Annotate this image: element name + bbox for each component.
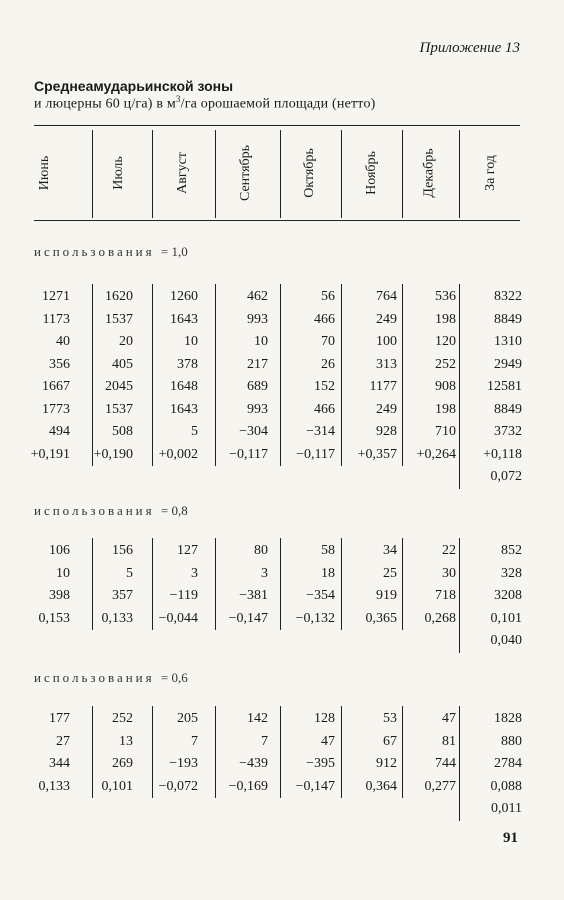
table-cell: 1620 <box>105 289 133 304</box>
table-cell: 494 <box>49 424 70 439</box>
table-cell: 10 <box>254 334 268 349</box>
table-cell: 1667 <box>42 379 70 394</box>
table-cell: 536 <box>435 289 456 304</box>
column-separator <box>459 706 460 821</box>
table-cell: 0,133 <box>38 778 70 794</box>
table-cell: −0,117 <box>296 446 335 462</box>
table-cell: −193 <box>169 756 198 771</box>
column-header <box>33 130 57 216</box>
table-cell: 269 <box>112 756 133 771</box>
table-cell: 993 <box>247 401 268 417</box>
table-cell: 993 <box>247 311 268 327</box>
table-cell: 27 <box>56 733 70 749</box>
table-cell: 3 <box>261 565 268 581</box>
table-cell: +0,118 <box>483 446 522 462</box>
table-cell: 1648 <box>170 379 198 394</box>
table-cell: 1177 <box>369 379 397 394</box>
column-header <box>418 130 442 216</box>
section-coefficient: = 0,6 <box>160 670 188 685</box>
table-cell: 3732 <box>494 424 522 439</box>
subheading-superscript: 3 <box>175 94 181 104</box>
table-cell: 0,088 <box>490 778 522 794</box>
table-cell: 40 <box>56 334 70 349</box>
column-header <box>171 130 195 216</box>
column-separator <box>280 130 281 218</box>
table-cell: 12581 <box>487 379 522 394</box>
table-cell: −354 <box>306 588 335 603</box>
table-cell: 462 <box>247 289 268 304</box>
table-cell: 7 <box>191 733 198 749</box>
column-header <box>360 130 384 216</box>
table-cell: 356 <box>49 356 70 372</box>
table-cell: 1773 <box>42 401 70 417</box>
table-cell: 81 <box>442 733 456 749</box>
table-cell: 2784 <box>494 756 522 771</box>
table-cell: 689 <box>247 379 268 394</box>
table-cell: 344 <box>49 756 70 771</box>
table-cell: 205 <box>177 711 198 726</box>
table-cell: 2949 <box>494 356 522 372</box>
table-cell: 378 <box>177 356 198 372</box>
column-header <box>298 130 322 216</box>
table-cell: 120 <box>435 334 456 349</box>
table-cell: 1537 <box>105 311 133 327</box>
table-cell: 30 <box>442 565 456 581</box>
table-cell: 56 <box>321 289 335 304</box>
table-cell-total-extra: 0,072 <box>490 469 522 484</box>
table-cell: −314 <box>306 424 335 439</box>
table-cell: −395 <box>306 756 335 771</box>
table-cell: 100 <box>376 334 397 349</box>
table-cell: −119 <box>169 588 198 603</box>
table-cell: −0,117 <box>229 446 268 462</box>
table-cell: 0,153 <box>38 610 70 626</box>
table-cell: −439 <box>239 756 268 771</box>
table-cell: 0,277 <box>424 778 456 794</box>
table-cell: 912 <box>376 756 397 771</box>
table-cell: 249 <box>376 311 397 327</box>
table-cell: 152 <box>314 379 335 394</box>
table-cell: −0,169 <box>228 778 268 794</box>
table-cell: 3 <box>191 565 198 581</box>
table-cell: 0,101 <box>490 610 522 626</box>
column-separator <box>459 130 460 218</box>
table-cell: −0,147 <box>228 610 268 626</box>
table-cell: 26 <box>321 356 335 372</box>
table-cell: −304 <box>239 424 268 439</box>
table-cell: 70 <box>321 334 335 349</box>
section-title <box>34 670 188 686</box>
table-cell: 20 <box>119 334 133 349</box>
table-heading: Среднеамударьинской зоны <box>34 78 234 94</box>
table-cell: 127 <box>177 543 198 558</box>
section-label: использования <box>34 670 155 685</box>
table-cell-total-extra: 0,040 <box>490 633 522 648</box>
table-cell: 80 <box>254 543 268 558</box>
table-header-rule <box>34 220 520 221</box>
table-cell: +0,190 <box>93 446 133 462</box>
table-cell: 198 <box>435 401 456 417</box>
table-cell: 249 <box>376 401 397 417</box>
column-separator <box>152 130 153 218</box>
table-cell: 466 <box>314 401 335 417</box>
table-cell: 880 <box>501 733 522 749</box>
table-cell: 58 <box>321 543 335 558</box>
table-cell: 53 <box>383 711 397 726</box>
table-cell: 8849 <box>494 401 522 417</box>
table-cell: 1173 <box>42 311 70 327</box>
table-cell: 156 <box>112 543 133 558</box>
table-cell: 106 <box>49 543 70 558</box>
table-cell: 1537 <box>105 401 133 417</box>
column-header-label: Июнь <box>37 155 53 191</box>
table-cell: 357 <box>112 588 133 603</box>
subheading-text-end: /га орошаемой площади (нетто) <box>180 96 376 112</box>
section-label: использования <box>34 244 155 259</box>
table-cell: 252 <box>435 356 456 372</box>
table-cell: 0,364 <box>365 778 397 794</box>
column-header-label: Июль <box>111 156 126 190</box>
table-cell: 0,365 <box>365 610 397 626</box>
page-number: 91 <box>503 830 518 846</box>
table-cell: 18 <box>321 565 335 581</box>
column-header-label: Октябрь <box>302 148 318 198</box>
table-cell: +0,191 <box>30 446 70 462</box>
section-coefficient: = 1,0 <box>160 244 188 259</box>
table-cell: 13 <box>119 733 133 749</box>
table-cell: +0,357 <box>357 446 397 462</box>
table-cell: 67 <box>383 733 397 749</box>
table-cell: 217 <box>247 356 268 372</box>
column-separator <box>459 284 460 489</box>
column-header-label: Август <box>175 152 191 194</box>
column-separator <box>459 538 460 653</box>
table-cell: −0,072 <box>158 778 198 794</box>
table-cell: 25 <box>383 565 397 581</box>
table-cell: +0,002 <box>158 446 198 462</box>
table-cell: 398 <box>49 588 70 603</box>
column-separator <box>402 130 403 218</box>
table-cell: −0,132 <box>295 610 335 626</box>
table-cell: 1643 <box>170 401 198 417</box>
column-header-label: Сентябрь <box>238 144 254 202</box>
table-cell: 508 <box>112 424 133 439</box>
section-title <box>34 244 188 260</box>
table-cell: −0,044 <box>158 610 198 626</box>
column-header <box>234 130 258 216</box>
table-cell-total-extra: 0,011 <box>491 801 522 816</box>
subheading-text: и люцерны 60 ц/га) в м <box>34 96 176 112</box>
column-header-label: За год <box>483 155 498 191</box>
table-cell: 47 <box>321 733 335 749</box>
table-cell: 128 <box>314 711 335 726</box>
column-separator <box>341 130 342 218</box>
table-cell: 5 <box>191 424 198 439</box>
table-cell: 0,133 <box>101 610 133 626</box>
table-cell: 177 <box>49 711 70 726</box>
table-subheading <box>34 94 376 113</box>
column-header-label: Ноябрь <box>364 151 380 195</box>
table-cell: 1828 <box>494 711 522 726</box>
column-header-label: Декабрь <box>422 148 437 198</box>
table-cell: 2045 <box>105 379 133 394</box>
table-cell: 1310 <box>494 334 522 349</box>
section-label: использования <box>34 503 155 518</box>
table-cell: 852 <box>501 543 522 558</box>
section-title <box>34 503 188 519</box>
table-cell: 764 <box>376 289 397 304</box>
table-cell: 313 <box>376 356 397 372</box>
table-cell: 22 <box>442 543 456 558</box>
table-cell: 744 <box>435 756 456 771</box>
table-top-rule <box>34 125 520 126</box>
table-cell: 8322 <box>494 289 522 304</box>
table-cell: 10 <box>56 565 70 581</box>
table-cell: 718 <box>435 588 456 603</box>
column-header <box>479 130 503 216</box>
table-cell: 328 <box>501 565 522 581</box>
table-cell: 252 <box>112 711 133 726</box>
table-cell: 919 <box>376 588 397 603</box>
table-cell: 8849 <box>494 311 522 327</box>
table-cell: 34 <box>383 543 397 558</box>
table-cell: 3208 <box>494 588 522 603</box>
table-cell: 466 <box>314 311 335 327</box>
table-cell: 710 <box>435 424 456 439</box>
table-cell: 908 <box>435 379 456 394</box>
table-cell: 5 <box>126 565 133 581</box>
table-cell: −0,147 <box>295 778 335 794</box>
table-cell: 7 <box>261 733 268 749</box>
table-cell: 405 <box>112 356 133 372</box>
table-cell: 10 <box>184 334 198 349</box>
table-cell: 928 <box>376 424 397 439</box>
table-cell: 1271 <box>42 289 70 304</box>
table-cell: 1260 <box>170 289 198 304</box>
table-cell: 0,268 <box>424 610 456 626</box>
table-cell: 0,101 <box>101 778 133 794</box>
column-header <box>107 130 131 216</box>
appendix-label: Приложение 13 <box>419 40 520 56</box>
section-coefficient: = 0,8 <box>160 503 188 518</box>
table-cell: 142 <box>247 711 268 726</box>
table-cell: −381 <box>239 588 268 603</box>
table-cell: +0,264 <box>416 446 456 462</box>
column-separator <box>92 130 93 218</box>
table-cell: 198 <box>435 311 456 327</box>
table-cell: 47 <box>442 711 456 726</box>
column-separator <box>215 130 216 218</box>
table-cell: 1643 <box>170 311 198 327</box>
